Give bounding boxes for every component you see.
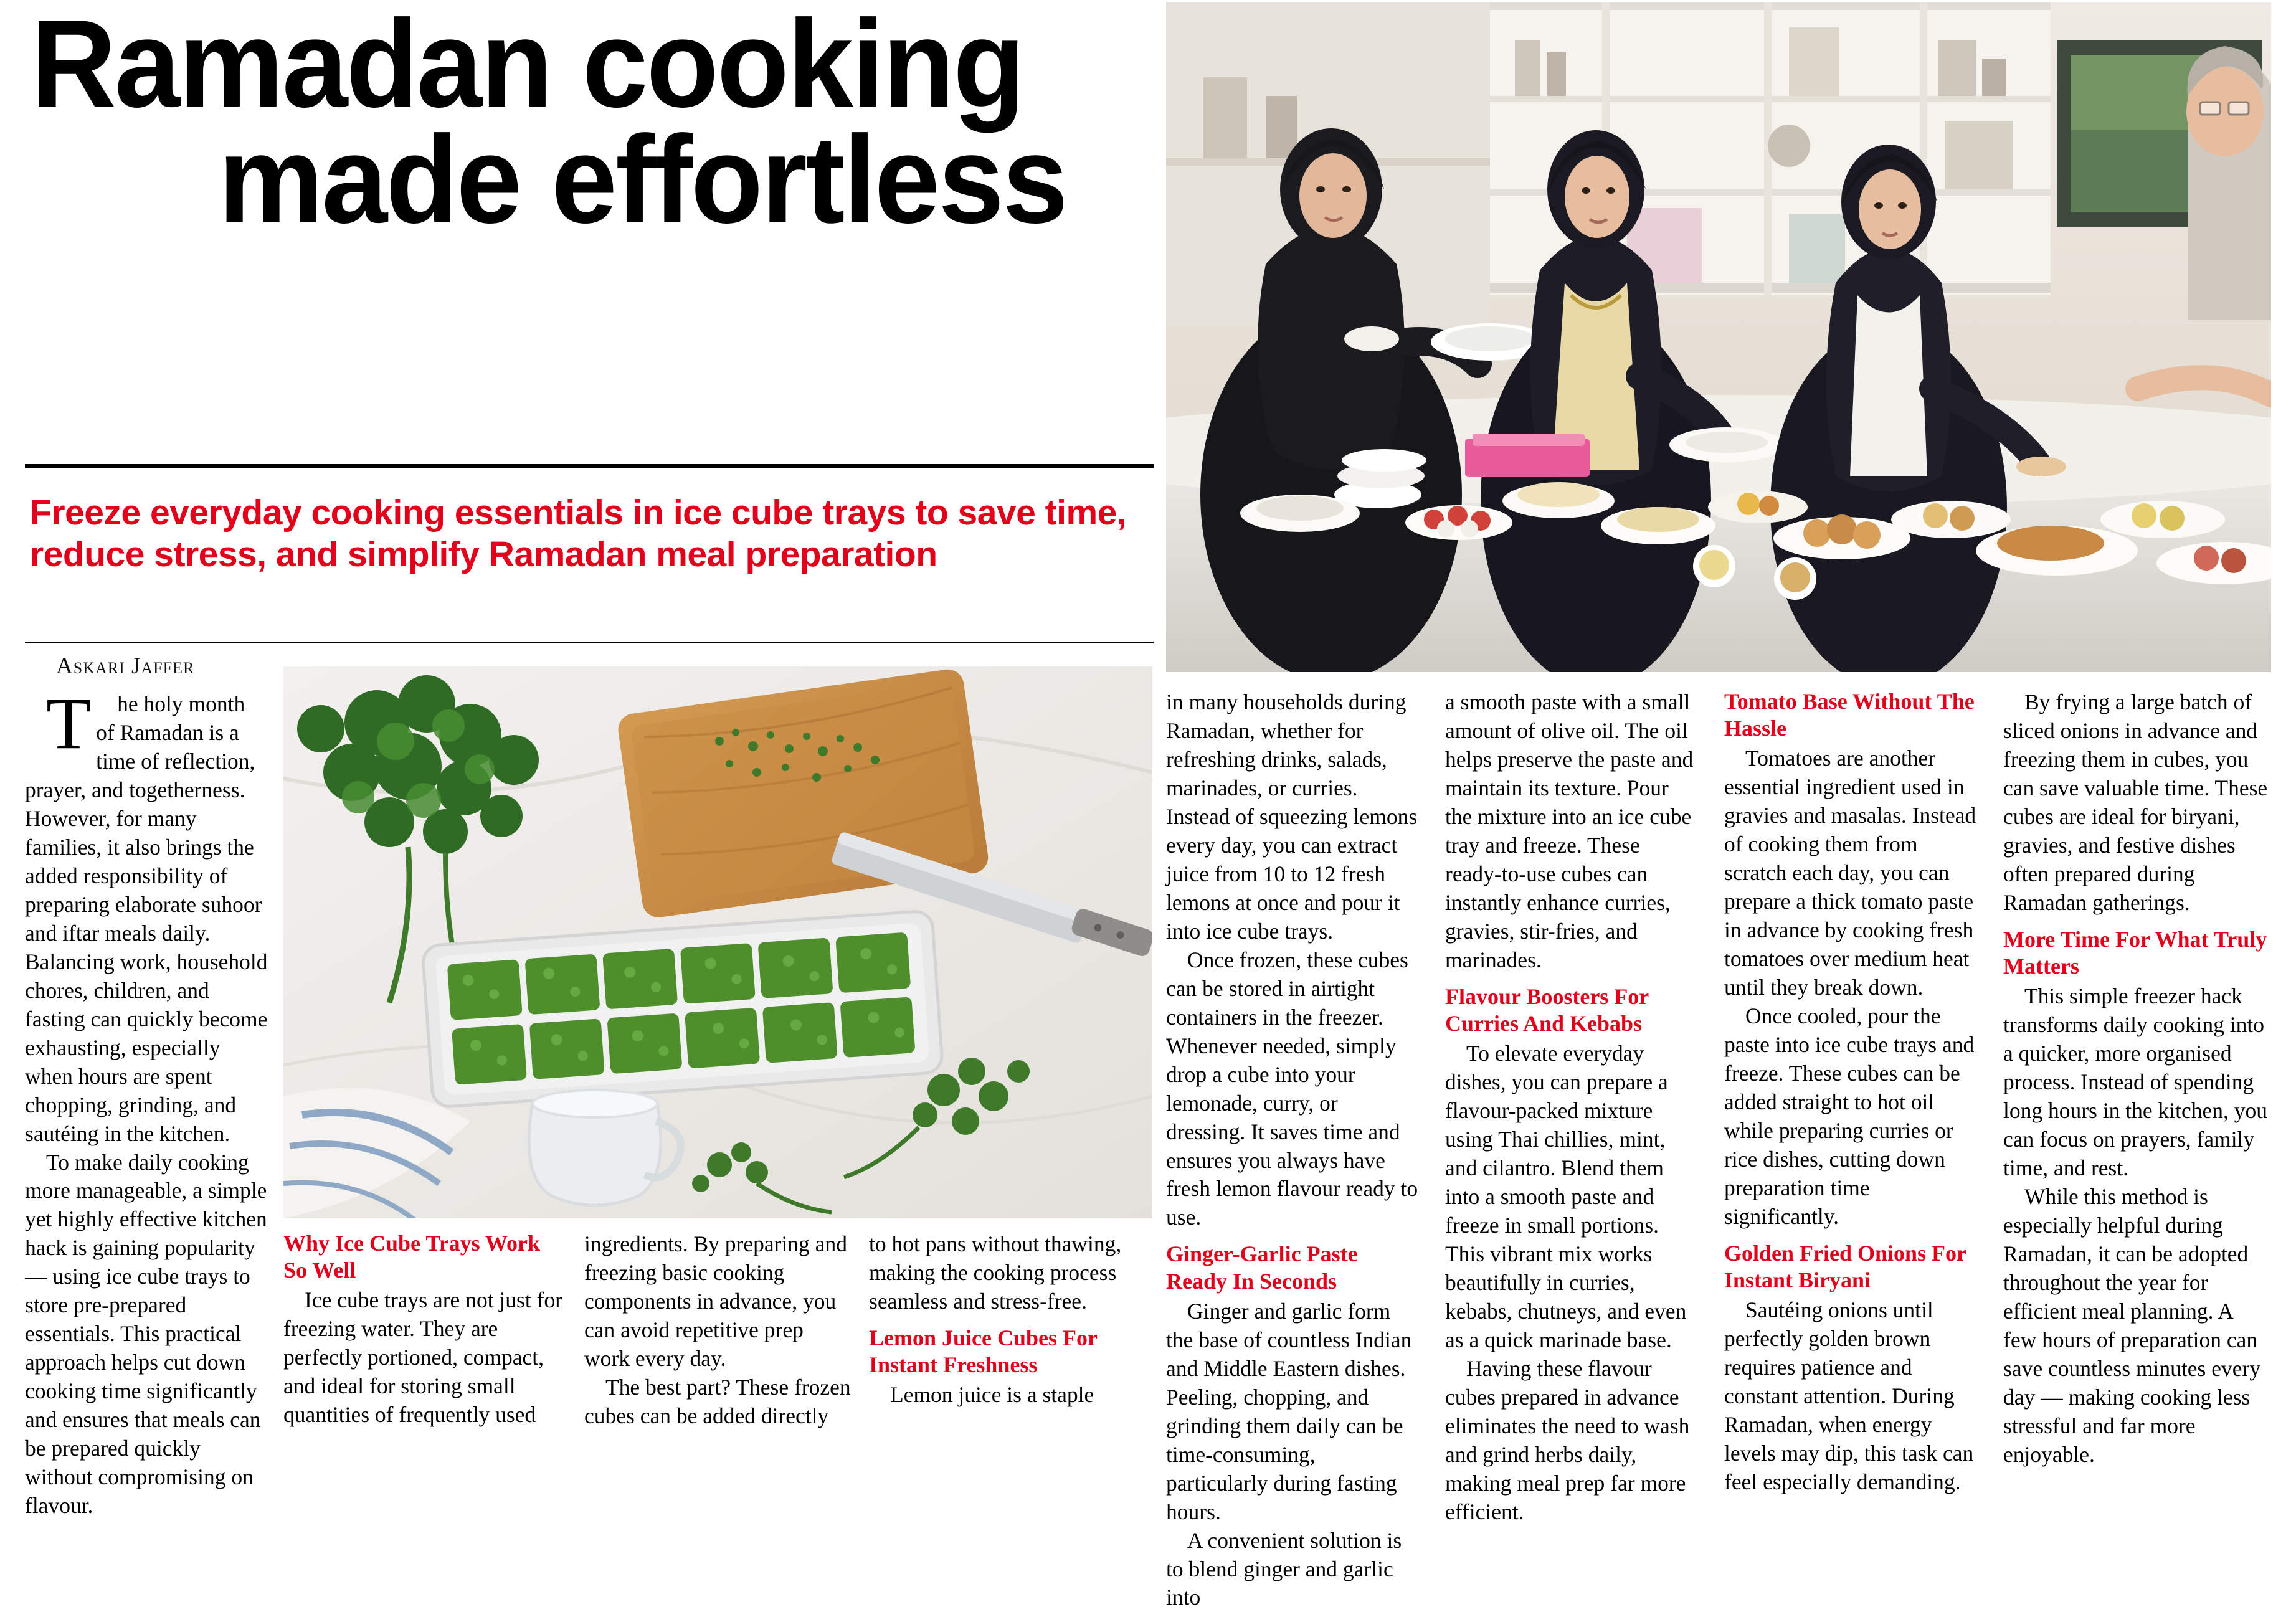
col5-p2: Once frozen, these cubes can be stored in airtight containers in the freezer. Whenever needed, simply drop a cube into your lemonade, curry, or dressing. It saves time and ensures you always have fresh lemon flavour ready to use. [1166,947,1418,1230]
col8-p3: While this method is especially helpful during Ramadan, it can be adopted throughout the year for efficient meal planning. A few hours of preparation can save countless minutes every day — making cooking less stressful and far more enjoyable. [2003,1183,2261,1467]
col1-p1: he holy month of Ramadan is a time of reflection, prayer, and togetherness. However, for many families, it also brings the added responsibility of preparing elaborate suhoor and iftar meals daily. Balancing work, household chores, children, and fasting can quickly become exhausting, especially when hours are spent chopping, grinding, and sautéing in the kitchen. [25,691,268,1146]
col7-p3: Sautéing onions until perfectly golden brown requires patience and constant attention. During Ramadan, when energy levels may dip, this task can feel especially demanding. [1724,1297,1974,1495]
page-title [25,0,1102,249]
column-7 [1724,688,1980,1497]
subhead-more-time: More Time For What Truly Matters [2003,926,2267,979]
col4-p1: to hot pans without thawing, making the cooking process seamless and stress-free. [869,1231,1122,1314]
col8-p2: This simple freezer hack transforms daily cooking into a quicker, more organised process. Instead of spending long hours in the kitchen, you can focus on prayers, family time, and rest. [2003,984,2267,1180]
col5-p3: Ginger and garlic form the base of countless Indian and Middle Eastern dishes. Peeling, chopping, and grinding them daily can be time-consuming, particularly during fasting hours. [1166,1298,1412,1524]
ice-cube-tray-photo [283,666,1152,1218]
lede-paragraph [25,683,268,1149]
column-3 [584,1230,852,1431]
byline: Askari Jaffer [56,653,195,679]
headline-line-2: made effortless [218,110,1067,249]
subhead-ginger-garlic-paste: Ginger-Garlic Paste Ready In Seconds [1166,1241,1358,1294]
headline-line-1: Ramadan cooking [31,0,1024,133]
deck-subtitle: Freeze everyday cooking essentials in ice cube trays to save time, reduce stress, and simplify Ramadan meal preparation [30,493,1127,575]
subhead-golden-fried-onions: Golden Fried Onions For Instant Biryani [1724,1240,1966,1293]
deck-divider [25,642,1154,643]
col7-p2: Once cooled, pour the paste into ice cube trays and freeze. These cubes can be added straight to hot oil while preparing curries or rice dishes, cutting down preparation time significantly. [1724,1003,1975,1229]
column-1 [25,683,268,1520]
headline-divider [25,464,1154,468]
subhead-flavour-boosters: Flavour Boosters For Curries And Kebabs [1445,984,1649,1036]
col3-p1: ingredients. By preparing and freezing basic cooking components in advance, you can avoid repetitive prep work every day. [584,1231,847,1371]
column-4 [869,1230,1152,1410]
col5-p1: in many households during Ramadan, whether for refreshing drinks, salads, marinades, or curries. Instead of squeezing lemons every day, you can extract juice from 10 to 12 fresh lemons at once and pour it into ice cube trays. [1166,690,1418,944]
col4-p2: Lemon juice is a staple [890,1382,1094,1408]
drop-cap: T [46,683,92,764]
subhead-why-ice-cube-trays: Why Ice Cube Trays Work So Well [283,1231,541,1283]
col1-p2: To make daily cooking more manageable, a simple yet highly effective kitchen hack is gaining popularity — using ice cube trays to store pre-prepared essentials. This practical approach helps cut down cooking time significantly and ensures that meals can be prepared quickly without compromising on flavour. [25,1149,267,1519]
col6-p2: To elevate everyday dishes, you can prepare a flavour-packed mixture using Thai chillies, mint, and cilantro. Blend them into a smooth paste and freeze in small portions. This vibrant mix works beautifully in curries, kebabs, chutneys, and even as a quick marinade base. [1445,1041,1687,1352]
subhead-lemon-juice-cubes: Lemon Juice Cubes For Instant Freshness [869,1325,1098,1378]
col7-p1: Tomatoes are another essential ingredient used in gravies and masalas. Instead of cooking them from scratch each day, you can prepare a thick tomato paste in advance by cooking fresh tomatoes over medium heat until they break down. [1724,746,1976,1000]
col5-p4: A convenient solution is to blend ginger and garlic into [1166,1527,1402,1610]
subhead-tomato-base: Tomato Base Without The Hassle [1724,689,1975,741]
column-2 [283,1230,567,1429]
column-6 [1445,688,1701,1527]
col3-p2: The best part? These frozen cubes can be added directly [584,1374,851,1428]
column-5 [1166,688,1421,1612]
col6-p3: Having these flavour cubes prepared in advance eliminates the need to wash and grind herbs daily, making meal prep far more efficient. [1445,1355,1690,1524]
iftar-table-illustration [1166,2,2271,672]
col6-p1: a smooth paste with a small amount of olive oil. The oil helps preserve the paste and maintain its texture. Pour the mixture into an ice cube tray and freeze. These ready-to-use cubes can instantly enhance curries, gravies, stir-fries, and marinades. [1445,690,1694,972]
column-8 [2003,688,2271,1469]
col2-p1: Ice cube trays are not just for freezing water. They are perfectly portioned, compact, and ideal for storing small quantities of frequently used [283,1287,562,1428]
headline-block [25,0,1159,249]
col8-p1: By frying a large batch of sliced onions in advance and freezing them in cubes, you can save valuable time. These cubes are ideal for biryani, gravies, and festive dishes often prepared during Ramadan gatherings. [2003,690,2268,915]
ice-cube-tray-illustration [283,666,1152,1218]
iftar-table-photo [1166,2,2271,672]
